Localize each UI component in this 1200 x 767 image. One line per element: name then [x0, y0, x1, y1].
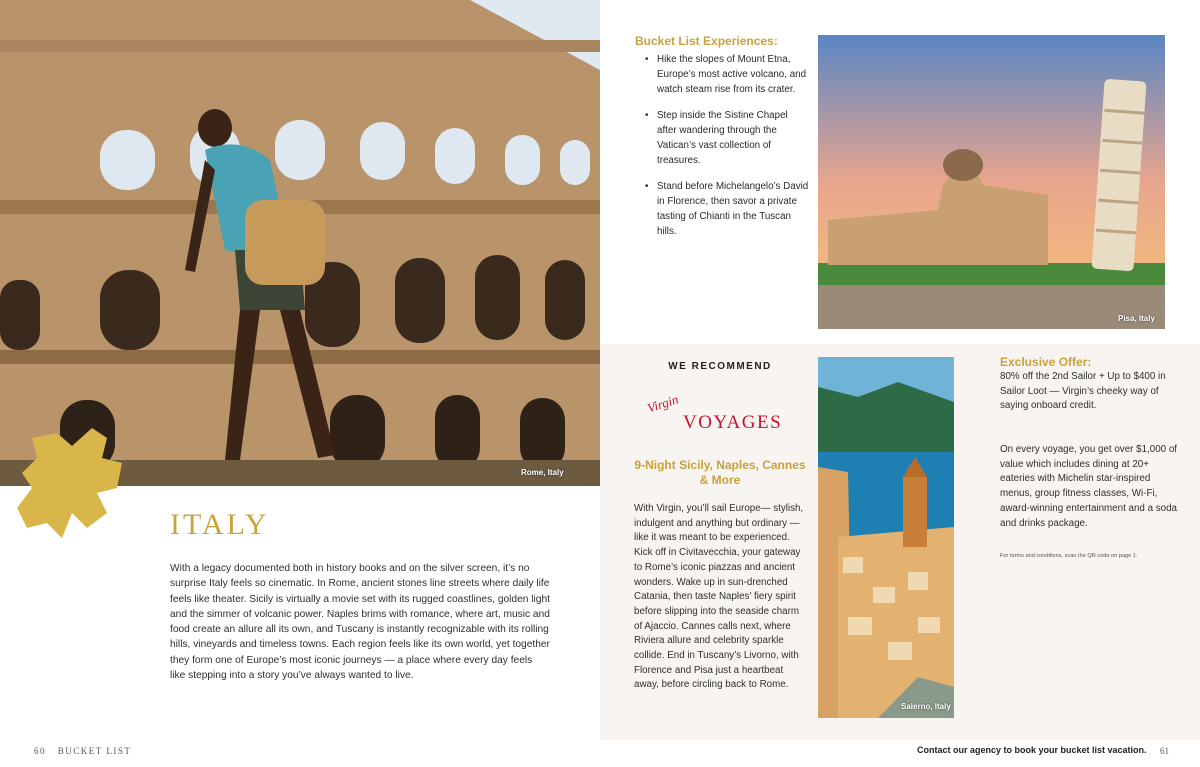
offer-text: 80% off the 2nd Sailor + Up to $400 in Sailor Loot — Virgin’s cheeky way of saying onboard credit. — [1000, 371, 1166, 412]
bucket-item: • Stand before Michelangelo’s David in Florence, then savor a private tasting of Chianti in the Tuscan hills. — [645, 179, 810, 239]
booking-cta: Contact our agency to book your bucket list vacation. — [917, 745, 1147, 755]
logo-word: VOYAGES — [683, 412, 783, 433]
europe-map-icon — [12, 418, 142, 548]
bucket-list-heading: Bucket List Experiences: — [635, 34, 778, 48]
bucket-list — [645, 52, 810, 250]
cruise-title: 9-Night Sicily, Naples, Cannes & More — [634, 458, 806, 487]
pisa-photo — [818, 35, 1165, 329]
bucket-item: • Hike the slopes of Mount Etna, Europe’s most active volcano, and watch steam rise from its crater. — [645, 52, 810, 97]
right-page-number: 61 — [1160, 746, 1169, 756]
rome-caption: Rome, Italy — [521, 468, 564, 477]
colosseum-illustration — [0, 0, 600, 486]
left-footer — [34, 746, 139, 756]
bucket-item: • Step inside the Sistine Chapel after wandering through the Vatican’s vast collection of treasures. — [645, 108, 810, 168]
offer-detail: On every voyage, you get over $1,000 of value which includes dining at 20+ eateries with Michelin star-inspired menus, group fitness classes, Wi-Fi, award-winning entertainment and a soda and drinks package. — [1000, 444, 1177, 529]
section-name: BUCKET LIST — [57, 746, 132, 756]
recommend-label: WE RECOMMEND — [668, 361, 772, 372]
offer-heading: Exclusive Offer: — [1000, 355, 1092, 369]
page-title: ITALY — [170, 508, 270, 541]
left-page-number: 60 — [34, 746, 46, 756]
italy-intro: With a legacy documented both in history books and on the silver screen, it’s no surprise Italy feels so cinematic. In Rome, ancient stones line streets where daily life feels like theater. Sicily is virtually a movie set with its rugged coastlines, golden light and the simmer of volcanic power. Naples brims with romance, where art, music and food create an allure all its own, and Tuscany is instantly recognizable with its rolling hills, vineyards and timeless towns. Each region feels like its own world, yet together they form one of Europe’s most iconic journeys — a place where every day feels like stepping into a story you’ve always wanted to live. — [170, 563, 550, 682]
colosseum-photo — [0, 0, 600, 486]
cruise-description: With Virgin, you’ll sail Europe— stylish, indulgent and anything but ordinary — like it was meant to be experienced. Kick off in Civitavecchia, your gateway to Rome’s iconic piazzas and ancient wonders. Wake up in sun-drenched Catania, then taste Naples’ fiery spirit before slipping into the seaside charm of Ajaccio. Cannes calls next, where Riviera allure and celebrity sparkle collide. End in Tuscany’s Livorno, with Florence and Pisa just a heartbeat away, before circling back to Rome. — [634, 503, 804, 691]
amalfi-photo — [818, 357, 954, 718]
salerno-caption: Salerno, Italy — [901, 702, 951, 711]
offer-terms: For terms and conditions, scan the QR code on page 1. — [1000, 553, 1138, 559]
amalfi-illustration — [818, 357, 954, 718]
pisa-caption: Pisa, Italy — [1118, 314, 1155, 323]
pisa-illustration — [818, 35, 1165, 329]
logo-script: Virgin — [645, 391, 681, 416]
right-page — [600, 0, 1200, 767]
virgin-voyages-logo — [645, 391, 795, 436]
